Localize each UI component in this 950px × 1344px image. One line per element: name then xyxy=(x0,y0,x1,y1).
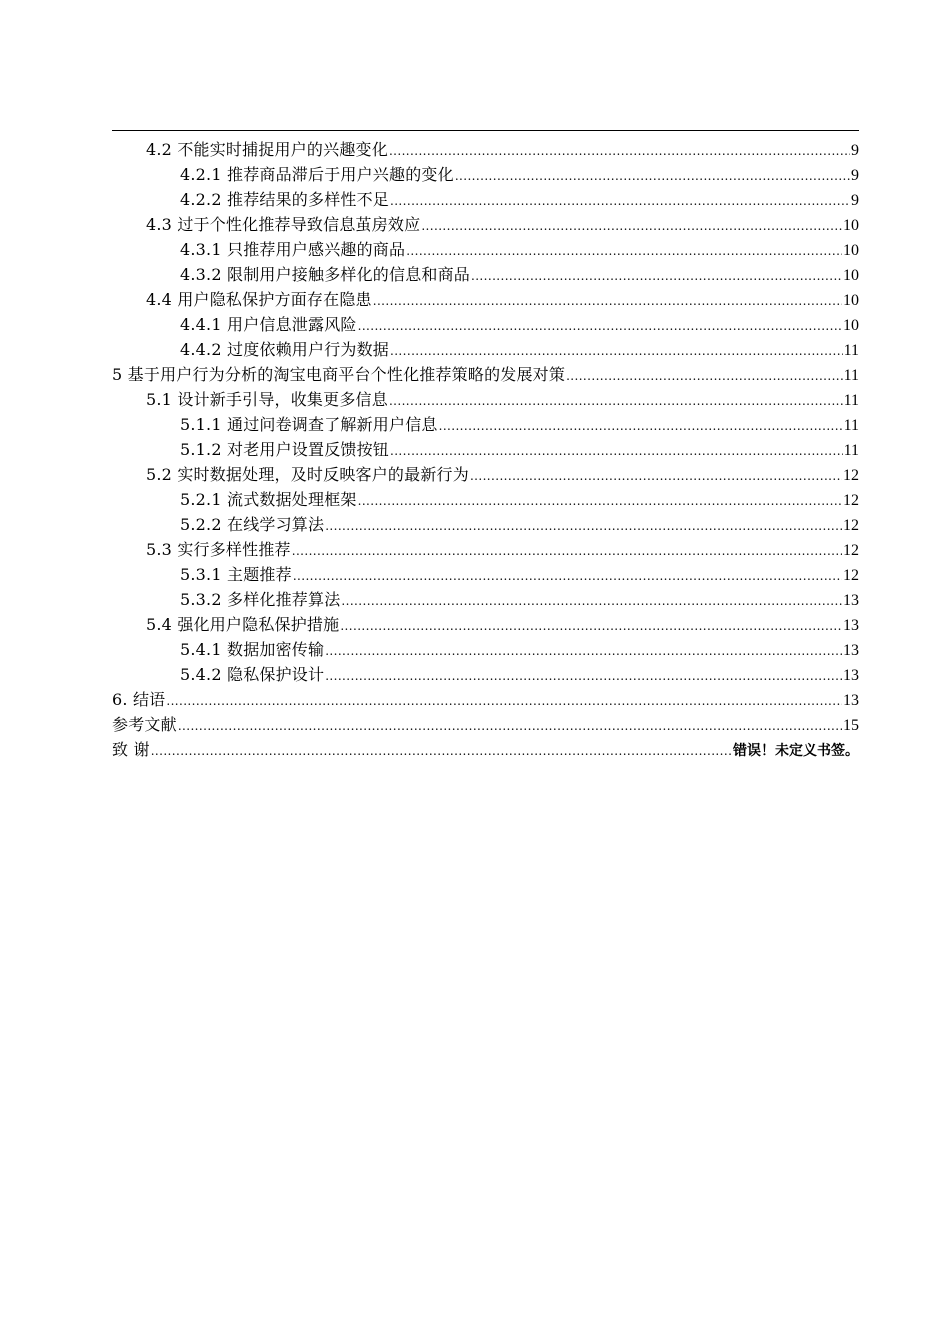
toc-entry-page-number: 11 xyxy=(843,342,859,359)
toc-dot-leader xyxy=(293,564,842,589)
toc-entry[interactable] xyxy=(112,612,859,637)
toc-dot-leader xyxy=(390,439,843,464)
toc-dot-leader xyxy=(341,589,842,614)
table-of-contents xyxy=(112,137,859,762)
toc-entry[interactable] xyxy=(112,262,859,287)
toc-entry-label: 5.2 实时数据处理，及时反映客户的最新行为 xyxy=(146,465,469,484)
toc-dot-leader xyxy=(470,464,842,489)
toc-entry-page-number: 12 xyxy=(843,467,859,484)
toc-entry-page-number: 15 xyxy=(843,717,859,734)
toc-entry-page-number: 10 xyxy=(843,242,859,259)
toc-dot-leader xyxy=(292,539,842,564)
toc-entry[interactable] xyxy=(112,712,859,737)
toc-entry[interactable] xyxy=(112,462,859,487)
toc-entry-label: 5 基于用户行为分析的淘宝电商平台个性化推荐策略的发展对策 xyxy=(112,365,566,384)
toc-entry[interactable] xyxy=(112,237,859,262)
toc-entry[interactable] xyxy=(112,337,859,362)
toc-entry[interactable] xyxy=(112,137,859,162)
toc-dot-leader xyxy=(389,389,843,414)
toc-dot-leader xyxy=(389,139,850,164)
toc-entry[interactable] xyxy=(112,537,859,562)
toc-entry-page-number: 9 xyxy=(851,192,859,209)
toc-entry-page-number: 11 xyxy=(843,442,859,459)
toc-entry-label: 5.4 强化用户隐私保护措施 xyxy=(146,615,340,634)
toc-entry-page-number: 10 xyxy=(843,267,859,284)
toc-entry-page-number: 11 xyxy=(843,392,859,409)
toc-entry-page-number: 12 xyxy=(843,517,859,534)
toc-entry[interactable] xyxy=(112,512,859,537)
toc-entry-label: 4.2.2 推荐结果的多样性不足 xyxy=(180,190,389,209)
toc-entry-label: 4.2.1 推荐商品滞后于用户兴趣的变化 xyxy=(180,165,454,184)
toc-dot-leader xyxy=(471,264,842,289)
toc-entry-label: 5.1 设计新手引导，收集更多信息 xyxy=(146,390,388,409)
toc-entry-label: 5.3.1 主题推荐 xyxy=(180,565,292,584)
toc-entry[interactable] xyxy=(112,287,859,312)
toc-entry-page-number: 11 xyxy=(843,417,859,434)
toc-entry-page-number: 10 xyxy=(843,317,859,334)
toc-dot-leader xyxy=(421,214,842,239)
toc-entry[interactable] xyxy=(112,587,859,612)
toc-entry-label: 4.3.1 只推荐用户感兴趣的商品 xyxy=(180,240,406,259)
toc-entry-label: 5.3.2 多样化推荐算法 xyxy=(180,590,341,609)
toc-dot-leader xyxy=(455,164,850,189)
toc-entry-page-number: 13 xyxy=(843,667,859,684)
toc-entry[interactable] xyxy=(112,412,859,437)
toc-entry[interactable] xyxy=(112,637,859,662)
toc-dot-leader xyxy=(325,639,842,664)
toc-dot-leader xyxy=(373,289,842,314)
toc-entry-label: 5.2.2 在线学习算法 xyxy=(180,515,325,534)
toc-entry-page-number: 10 xyxy=(843,217,859,234)
toc-dot-leader xyxy=(166,689,842,714)
toc-entry[interactable] xyxy=(112,312,859,337)
toc-entry-page-number: 12 xyxy=(843,492,859,509)
toc-entry-page-number: 13 xyxy=(843,692,859,709)
toc-dot-leader xyxy=(566,364,843,389)
toc-entry-label: 4.4 用户隐私保护方面存在隐患 xyxy=(146,290,372,309)
toc-entry-label: 5.4.1 数据加密传输 xyxy=(180,640,325,659)
toc-dot-leader xyxy=(439,414,843,439)
toc-dot-leader xyxy=(325,514,842,539)
toc-entry-label: 4.3.2 限制用户接触多样化的信息和商品 xyxy=(180,265,470,284)
toc-entry-page-number: 13 xyxy=(843,617,859,634)
header-rule xyxy=(112,130,859,131)
toc-entry[interactable] xyxy=(112,187,859,212)
toc-entry[interactable] xyxy=(112,687,859,712)
toc-entry-page-number: 13 xyxy=(843,592,859,609)
toc-dot-leader xyxy=(178,714,842,739)
toc-entry[interactable] xyxy=(112,387,859,412)
toc-dot-leader xyxy=(390,339,843,364)
toc-entry-page-number: 10 xyxy=(843,292,859,309)
toc-entry-label: 致 谢 xyxy=(112,740,150,759)
toc-entry-page-number: 13 xyxy=(843,642,859,659)
toc-dot-leader xyxy=(358,489,842,514)
toc-entry-label: 5.4.2 隐私保护设计 xyxy=(180,665,325,684)
toc-dot-leader xyxy=(358,314,842,339)
toc-entry[interactable] xyxy=(112,662,859,687)
toc-entry-label: 5.1.2 对老用户设置反馈按钮 xyxy=(180,440,389,459)
toc-entry-label: 4.2 不能实时捕捉用户的兴趣变化 xyxy=(146,140,388,159)
toc-entry[interactable] xyxy=(112,212,859,237)
toc-entry[interactable] xyxy=(112,437,859,462)
toc-dot-leader xyxy=(406,239,842,264)
toc-entry-page-number: 9 xyxy=(851,167,859,184)
toc-dot-leader xyxy=(325,664,842,689)
toc-entry[interactable] xyxy=(112,737,859,762)
toc-dot-leader xyxy=(390,189,850,214)
toc-entry-label: 4.4.2 过度依赖用户行为数据 xyxy=(180,340,389,359)
toc-entry-page-number: 12 xyxy=(843,542,859,559)
toc-entry-label: 4.4.1 用户信息泄露风险 xyxy=(180,315,357,334)
toc-entry[interactable] xyxy=(112,362,859,387)
toc-entry-label: 5.3 实行多样性推荐 xyxy=(146,540,291,559)
toc-entry-page-number: 9 xyxy=(851,142,859,159)
toc-entry[interactable] xyxy=(112,162,859,187)
toc-entry-label: 5.2.1 流式数据处理框架 xyxy=(180,490,357,509)
toc-entry-label: 4.3 过于个性化推荐导致信息茧房效应 xyxy=(146,215,421,234)
toc-entry-label: 6. 结语 xyxy=(112,690,166,709)
toc-entry-label: 参考文献 xyxy=(112,715,177,734)
toc-entry[interactable] xyxy=(112,487,859,512)
toc-entry[interactable] xyxy=(112,562,859,587)
toc-entry-page-number: 11 xyxy=(843,367,859,384)
toc-entry-error-text: 错误！未定义书签。 xyxy=(733,743,859,759)
toc-dot-leader xyxy=(151,739,732,764)
toc-dot-leader xyxy=(340,614,842,639)
toc-entry-page-number: 12 xyxy=(843,567,859,584)
toc-entry-label: 5.1.1 通过问卷调查了解新用户信息 xyxy=(180,415,438,434)
